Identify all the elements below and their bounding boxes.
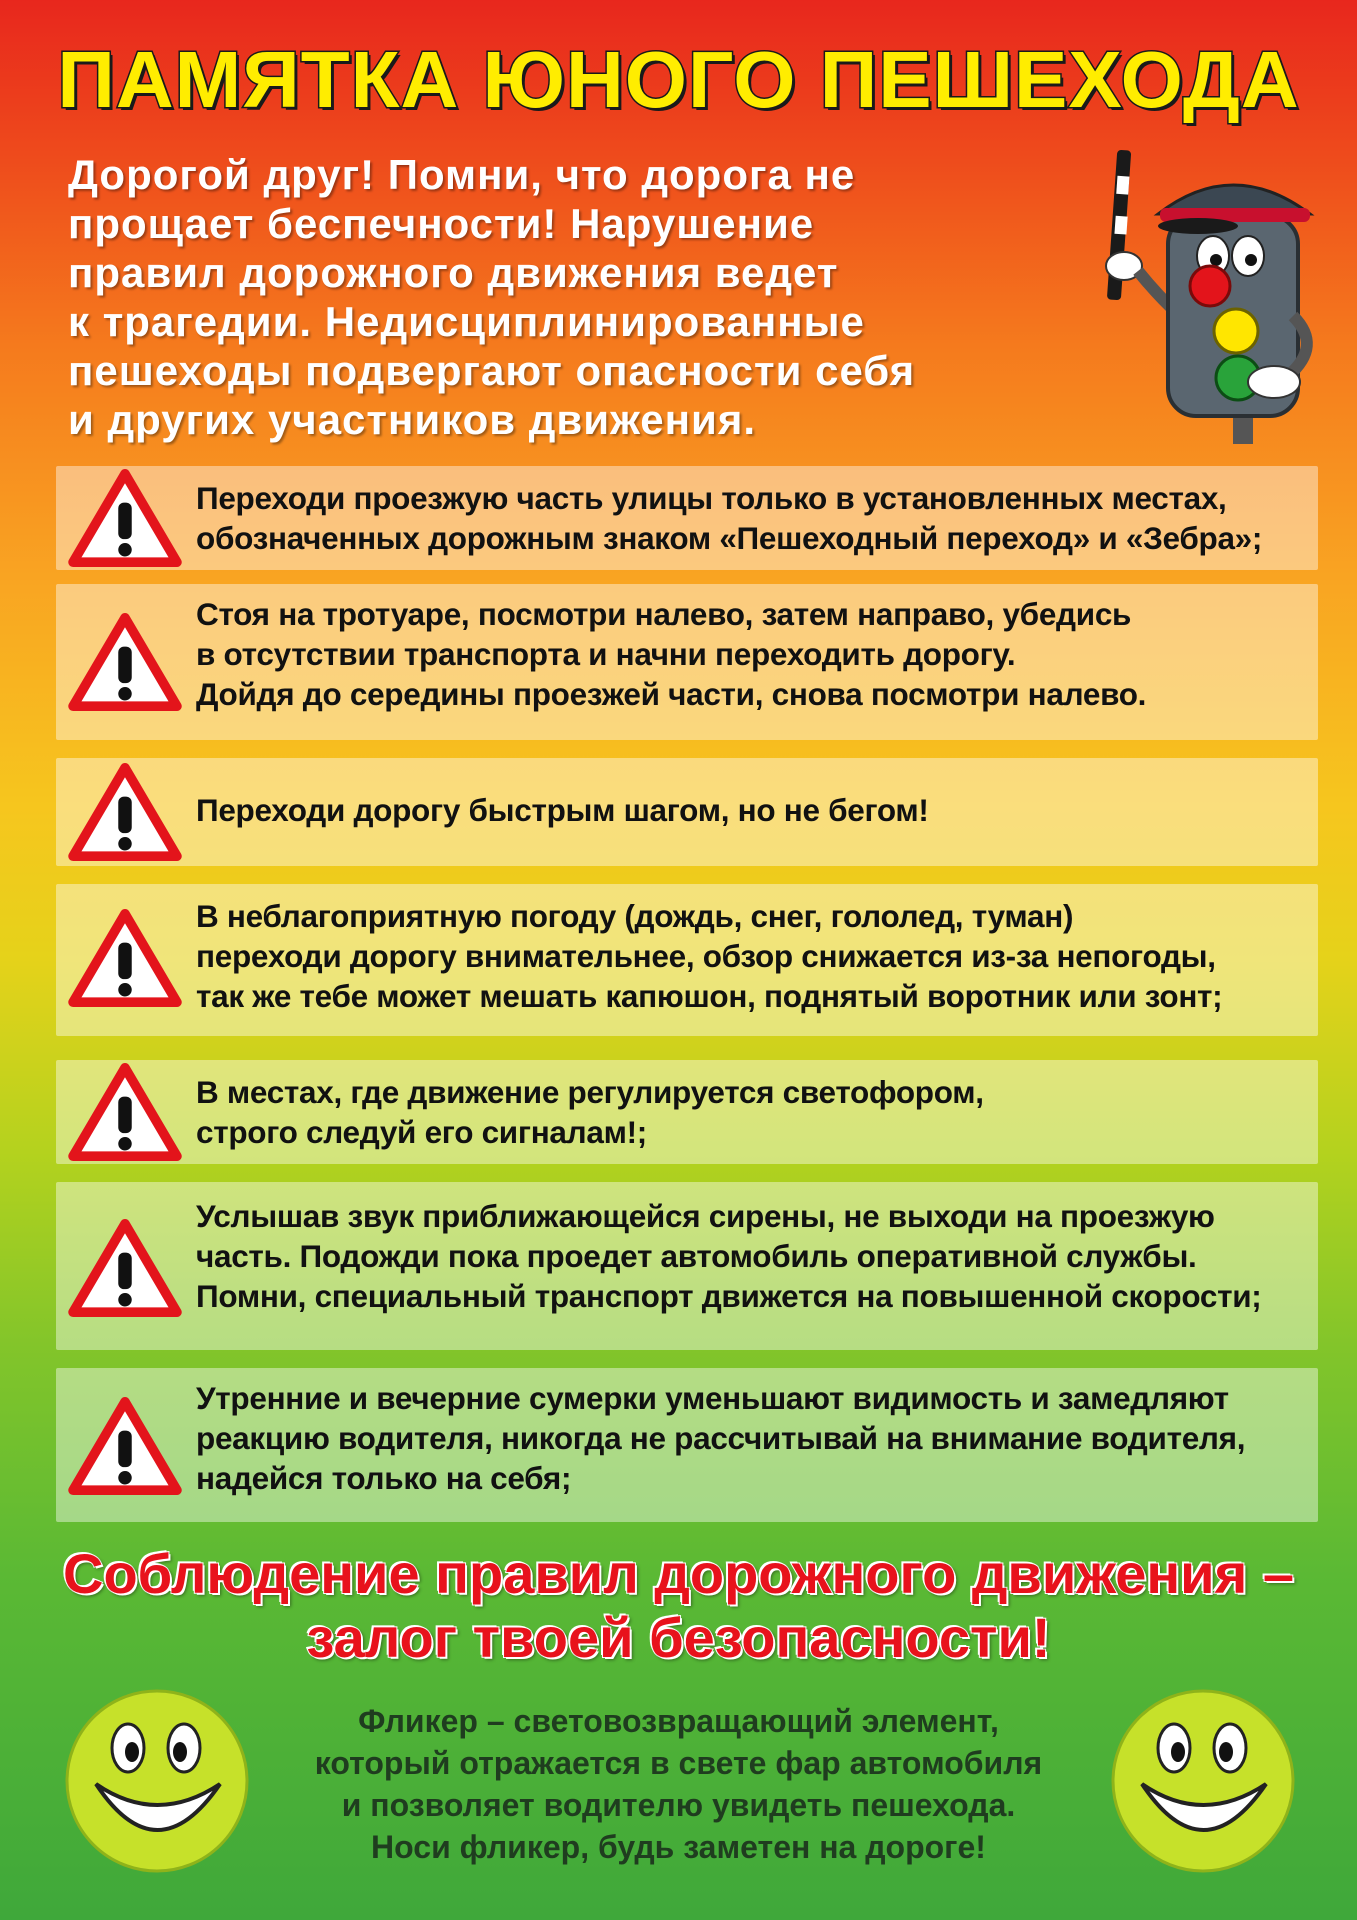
rule-card: [56, 584, 1318, 740]
rule-text: [196, 896, 1300, 1016]
slogan: [0, 1542, 1357, 1670]
rule-line: в отсутствии транспорта и начни переходить дорогу.: [196, 636, 1016, 672]
intro-line: к трагедии. Недисциплинированные: [68, 298, 865, 345]
rule-line: В неблагоприятную погоду (дождь, снег, гололед, туман): [196, 898, 1074, 934]
rule-card: [56, 1182, 1318, 1350]
intro-line: Дорогой друг! Помни, что дорога не: [68, 151, 856, 198]
rule-line: Утренние и вечерние сумерки уменьшают видимость и замедляют: [196, 1380, 1229, 1416]
rule-line: обозначенных дорожным знаком «Пешеходный переход» и «Зебра»;: [196, 520, 1263, 556]
traffic-light-mascot-icon: [1098, 146, 1328, 446]
flicker-line: Носи фликер, будь заметен на дороге!: [371, 1829, 986, 1865]
rule-line: Услышав звук приближающейся сирены, не выходи на проезжую: [196, 1198, 1215, 1234]
poster-title: ПАМЯТКА ЮНОГО ПЕШЕХОДА: [57, 35, 1300, 124]
rule-line: строго следуй его сигналам!;: [196, 1114, 647, 1150]
slogan-line: Соблюдение правил дорожного движения –: [63, 1542, 1294, 1605]
warning-triangle-icon: [66, 762, 184, 862]
rule-text: [196, 478, 1300, 558]
rule-line: Переходи дорогу быстрым шагом, но не бегом!: [196, 792, 929, 828]
rule-card: [56, 1060, 1318, 1164]
slogan-line: залог твоей безопасности!: [306, 1606, 1051, 1669]
rule-text: [196, 1072, 1300, 1152]
rule-card: [56, 1368, 1318, 1522]
flicker-line: Фликер – световозвращающий элемент,: [358, 1703, 999, 1739]
warning-triangle-icon: [66, 908, 184, 1008]
rule-card: [56, 758, 1318, 866]
rule-line: надейся только на себя;: [196, 1460, 572, 1496]
rule-line: Стоя на тротуаре, посмотри налево, затем направо, убедись: [196, 596, 1132, 632]
rule-line: Переходи проезжую часть улицы только в установленных местах,: [196, 480, 1227, 516]
intro-line: прощает беспечности! Нарушение: [68, 200, 815, 247]
intro-line: пешеходы подвергают опасности себя: [68, 347, 916, 394]
warning-triangle-icon: [66, 612, 184, 712]
rule-line: Дойдя до середины проезжей части, снова посмотри налево.: [196, 676, 1147, 712]
rule-text: [196, 1196, 1300, 1316]
rule-line: переходи дорогу внимательнее, обзор снижается из-за непогоды,: [196, 938, 1216, 974]
warning-triangle-icon: [66, 1218, 184, 1318]
rule-line: Помни, специальный транспорт движется на повышенной скорости;: [196, 1278, 1262, 1314]
warning-triangle-icon: [66, 468, 184, 568]
rule-line: В местах, где движение регулируется светофором,: [196, 1074, 984, 1110]
rule-card: [56, 466, 1318, 570]
rule-line: так же тебе может мешать капюшон, поднятый воротник или зонт;: [196, 978, 1223, 1014]
intro-line: и других участников движения.: [68, 396, 757, 443]
smiley-face-icon: [1108, 1686, 1298, 1876]
rule-line: реакцию водителя, никогда не рассчитывай на внимание водителя,: [196, 1420, 1246, 1456]
intro-text: [68, 150, 1128, 444]
rule-text: [196, 1378, 1300, 1498]
warning-triangle-icon: [66, 1396, 184, 1496]
rule-text: [196, 594, 1300, 714]
smiley-face-icon: [62, 1686, 252, 1876]
warning-triangle-icon: [66, 1062, 184, 1162]
flicker-line: и позволяет водителю увидеть пешехода.: [341, 1787, 1016, 1823]
rule-text: [196, 790, 1300, 830]
flicker-note: [260, 1700, 1097, 1868]
intro-line: правил дорожного движения ведет: [68, 249, 839, 296]
flicker-line: который отражается в свете фар автомобиля: [314, 1745, 1043, 1781]
rule-card: [56, 884, 1318, 1036]
rule-line: часть. Подожди пока проедет автомобиль оперативной службы.: [196, 1238, 1197, 1274]
